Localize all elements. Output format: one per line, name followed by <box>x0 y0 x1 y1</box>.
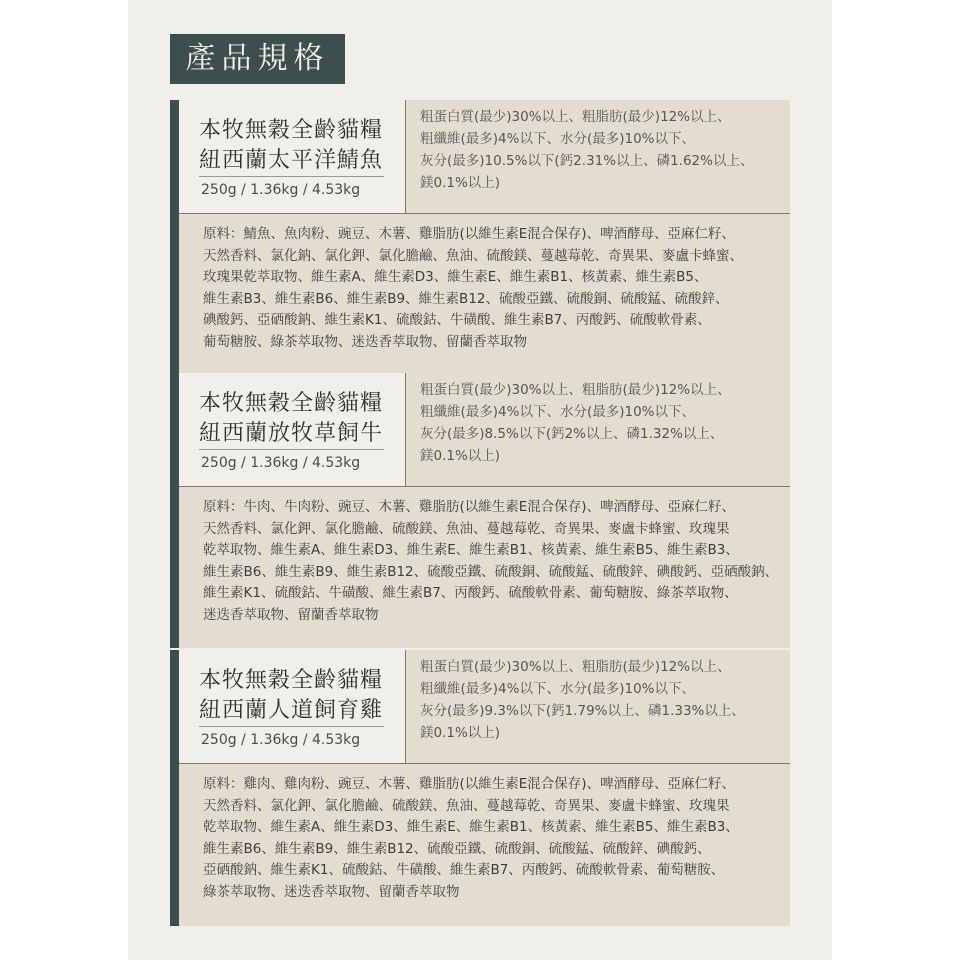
ingredient-line: 迷迭香萃取物、留蘭香萃取物 <box>203 606 379 623</box>
product-section-1 <box>170 100 790 373</box>
product-name-line: 本牧無穀全齡貓糧 <box>199 391 384 416</box>
nutrition-line: 粗蛋白質(最少)30%以上、粗脂肪(最少)12%以上、 <box>420 382 731 398</box>
nutrition-line: 鎂0.1%以上) <box>420 175 501 191</box>
ingredient-line: 維生素B6、維生素B9、維生素B12、硫酸亞鐵、硫酸銅、硫酸錳、硫酸鋅、碘酸鈣、亞硒酸鈉、 <box>203 563 779 580</box>
nutrition-cell <box>406 100 790 213</box>
ingredients-text <box>203 497 782 626</box>
product-header <box>179 100 790 214</box>
product-name <box>199 666 383 726</box>
ingredient-line: 維生素B6、維生素B9、維生素B12、硫酸亞鐵、硫酸銅、硫酸錳、硫酸鋅、碘酸鈣、 <box>203 840 711 857</box>
nutrition-line: 粗纖維(最多)4%以下、水分(最多)10%以下、 <box>420 681 695 697</box>
ingredient-line: 維生素B3、維生素B6、維生素B9、維生素B12、硫酸亞鐵、硫酸銅、硫酸錳、硫酸鋅、 <box>203 290 729 307</box>
divider <box>199 726 384 727</box>
guaranteed-analysis <box>420 656 745 744</box>
ingredient-line: 葡萄糖胺、綠茶萃取物、迷迭香萃取物、留蘭香萃取物 <box>203 333 527 350</box>
product-name <box>199 116 383 176</box>
ingredient-line: 天然香料、氯化鉀、氯化膽鹼、硫酸鎂、魚油、蔓越莓乾、奇異果、麥盧卡蜂蜜、玫瑰果 <box>203 797 730 814</box>
product-name-line: 紐西蘭太平洋鯖魚 <box>199 148 384 173</box>
nutrition-line: 粗纖維(最多)4%以下、水分(最多)10%以下、 <box>420 404 695 420</box>
product-name-line: 紐西蘭放牧草飼牛 <box>199 421 384 446</box>
ingredients-text <box>203 224 782 353</box>
guaranteed-analysis <box>420 106 753 194</box>
nutrition-line: 粗纖維(最多)4%以下、水分(最多)10%以下、 <box>420 131 695 147</box>
divider <box>199 449 384 450</box>
nutrition-line: 粗蛋白質(最少)30%以上、粗脂肪(最少)12%以上、 <box>420 109 731 125</box>
nutrition-line: 灰分(最多)10.5%以下(鈣2.31%以上、磷1.62%以上、 <box>420 153 754 169</box>
product-name-line: 本牧無穀全齡貓糧 <box>199 118 384 143</box>
ingredient-line: 天然香料、氯化鈉、氯化鉀、氯化膽鹼、魚油、硫酸鎂、蔓越莓乾、奇異果、麥盧卡蜂蜜、 <box>203 247 743 264</box>
ingredients-panel <box>179 214 790 373</box>
product-header <box>179 373 790 487</box>
section-accent-bar <box>170 100 179 373</box>
section-accent-bar <box>170 373 179 648</box>
page-title: 產品規格 <box>170 34 345 84</box>
package-sizes: 250g / 1.36kg / 4.53kg <box>201 455 361 471</box>
nutrition-line: 粗蛋白質(最少)30%以上、粗脂肪(最少)12%以上、 <box>420 659 731 675</box>
ingredient-line: 玫瑰果乾萃取物、維生素A、維生素D3、維生素E、維生素B1、核黃素、維生素B5、 <box>203 269 708 285</box>
product-name-line: 本牧無穀全齡貓糧 <box>199 668 384 693</box>
ingredient-line: 碘酸鈣、亞硒酸鈉、維生素K1、硫酸鈷、牛磺酸、維生素B7、丙酸鈣、硫酸軟骨素、 <box>203 312 711 328</box>
ingredients-text <box>203 774 782 903</box>
product-title-cell <box>179 650 406 763</box>
ingredient-line: 原料：雞肉、雞肉粉、豌豆、木薯、雞脂肪(以維生素E混合保存)、啤酒酵母、亞麻仁籽、 <box>203 776 736 792</box>
ingredient-line: 乾萃取物、維生素A、維生素D3、維生素E、維生素B1、核黃素、維生素B5、維生素B3、 <box>203 542 739 558</box>
product-name <box>199 389 383 449</box>
ingredients-panel <box>179 487 790 648</box>
divider <box>199 176 384 177</box>
section-accent-bar <box>170 650 179 926</box>
package-sizes: 250g / 1.36kg / 4.53kg <box>201 732 361 748</box>
nutrition-line: 灰分(最多)8.5%以下(鈣2%以上、磷1.32%以上、 <box>420 426 724 442</box>
nutrition-cell <box>406 373 790 486</box>
ingredient-line: 亞硒酸鈉、維生素K1、硫酸鈷、牛磺酸、維生素B7、丙酸鈣、硫酸軟骨素、葡萄糖胺、 <box>203 862 725 878</box>
product-name-line: 紐西蘭人道飼育雞 <box>199 698 384 723</box>
nutrition-line: 鎂0.1%以上) <box>420 448 501 464</box>
ingredient-line: 原料：牛肉、牛肉粉、豌豆、木薯、雞脂肪(以維生素E混合保存)、啤酒酵母、亞麻仁籽、 <box>203 499 736 515</box>
ingredients-panel <box>179 764 790 926</box>
product-section-3 <box>170 650 790 926</box>
nutrition-line: 鎂0.1%以上) <box>420 725 501 741</box>
product-title-cell <box>179 100 406 213</box>
ingredient-line: 綠茶萃取物、迷迭香萃取物、留蘭香萃取物 <box>203 883 460 900</box>
nutrition-cell <box>406 650 790 763</box>
ingredient-line: 乾萃取物、維生素A、維生素D3、維生素E、維生素B1、核黃素、維生素B5、維生素B3、 <box>203 819 739 835</box>
nutrition-line: 灰分(最多)9.3%以下(鈣1.79%以上、磷1.33%以上、 <box>420 703 745 719</box>
product-title-cell <box>179 373 406 486</box>
ingredient-line: 天然香料、氯化鉀、氯化膽鹼、硫酸鎂、魚油、蔓越莓乾、奇異果、麥盧卡蜂蜜、玫瑰果 <box>203 520 730 537</box>
package-sizes: 250g / 1.36kg / 4.53kg <box>201 182 361 198</box>
ingredient-line: 維生素K1、硫酸鈷、牛磺酸、維生素B7、丙酸鈣、硫酸軟骨素、葡萄糖胺、綠茶萃取物、 <box>203 585 738 601</box>
guaranteed-analysis <box>420 379 731 467</box>
product-header <box>179 650 790 764</box>
product-section-2 <box>170 373 790 648</box>
ingredient-line: 原料：鯖魚、魚肉粉、豌豆、木薯、雞脂肪(以維生素E混合保存)、啤酒酵母、亞麻仁籽、 <box>203 226 736 242</box>
